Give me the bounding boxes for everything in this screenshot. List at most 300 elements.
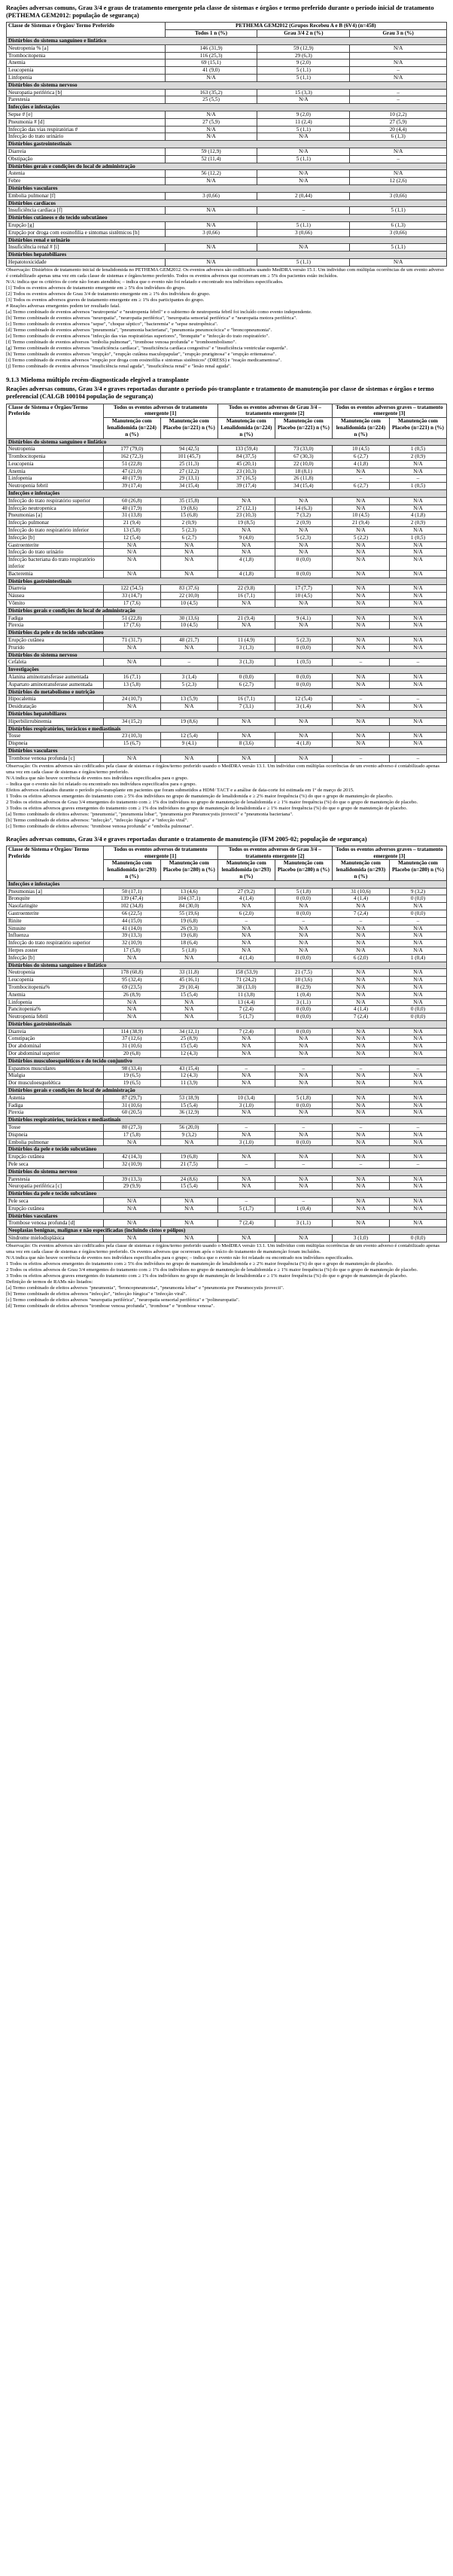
table-group-row (7, 104, 447, 111)
table3 (6, 846, 447, 1242)
value-cell: 0 (0,0) (389, 1006, 446, 1014)
value-cell: 5 (1,7) (217, 1014, 275, 1021)
table3-head-serious: Todos os eventos adversos graves – tratamento emergente [3] (332, 846, 446, 860)
value-cell: 5 (2,3) (160, 681, 217, 688)
value-cell: N/A (275, 903, 332, 910)
value-cell: 0 (0,0) (389, 1014, 446, 1021)
footnote: [b] Termo combinado de efeitos adversos "infecção", "infecção fúngica" e "infecção viral". (6, 1291, 187, 1297)
table-row (7, 903, 447, 910)
value-cell: 12 (4,3) (160, 1072, 217, 1080)
term-cell: Embolia pulmonar [f] (7, 192, 166, 200)
value-cell: N/A (389, 644, 446, 651)
value-cell: 20 (4,4) (350, 126, 447, 133)
value-cell: 17 (5,8) (103, 1131, 160, 1139)
value-cell: N/A (332, 600, 389, 608)
group-label: Distúrbios musculoesqueléticos e do tecido conjuntivo (7, 1057, 447, 1065)
value-cell: 11 (3,9) (160, 1080, 217, 1087)
value-cell: 25 (8,9) (160, 1035, 217, 1043)
value-cell: N/A (275, 1043, 332, 1050)
value-cell: N/A (103, 541, 160, 549)
value-cell: N/A (275, 1175, 332, 1183)
value-cell: 4 (1,8) (332, 460, 389, 468)
value-cell: – (332, 917, 389, 925)
term-cell: Infecção bacteriana do trato respiratório inferior (7, 556, 104, 571)
value-cell: N/A (160, 703, 217, 711)
value-cell: 56 (12,2) (165, 170, 257, 178)
value-cell: 73 (33,0) (275, 446, 332, 453)
value-cell: 4 (1,4) (217, 895, 275, 903)
value-cell: N/A (332, 991, 389, 998)
value-cell: N/A (389, 1131, 446, 1139)
value-cell: N/A (103, 644, 160, 651)
value-cell: 8 (3,6) (217, 740, 275, 748)
value-cell: 22 (10,0) (275, 460, 332, 468)
value-cell: N/A (389, 468, 446, 475)
table-row (7, 133, 447, 141)
table-row (7, 155, 447, 163)
table-row (7, 1094, 447, 1102)
value-cell: N/A (160, 1006, 217, 1014)
table2-subhead: Manutenção com lenalidomida (n=224) n (%) (103, 418, 160, 438)
value-cell: N/A (332, 468, 389, 475)
term-cell: Pancitopenia% (7, 1006, 104, 1014)
value-cell: N/A (389, 505, 446, 512)
table-row (7, 1028, 447, 1035)
value-cell: 15 (6,8) (160, 512, 217, 520)
table-row (7, 1198, 447, 1206)
value-cell: N/A (389, 585, 446, 593)
value-cell: 1 (0,4) (275, 1205, 332, 1212)
table2-subhead: Manutenção com lenalidomida (n=224) n (%) (332, 418, 389, 438)
table-group-row (7, 1146, 447, 1154)
value-cell: N/A (332, 1154, 389, 1161)
table-row (7, 178, 447, 185)
value-cell: 5 (1,1) (257, 74, 350, 81)
term-cell: Infecção do trato respiratório superior (7, 940, 104, 947)
value-cell: N/A (217, 1072, 275, 1080)
table1-head-study: PETHEMA GEM2012 (Grupos Recebeu A e B (6V4) (n=458) (165, 23, 446, 30)
term-cell: Bronquite (7, 895, 104, 903)
table2-subhead: Manutenção com Placebo (n=221) n (%) (389, 418, 446, 438)
value-cell: 27 (12,1) (217, 505, 275, 512)
value-cell: N/A (332, 940, 389, 947)
value-cell: N/A (257, 244, 350, 252)
value-cell: N/A (389, 1139, 446, 1146)
value-cell: N/A (332, 1131, 389, 1139)
value-cell: 2 (0,9) (275, 520, 332, 527)
group-label: Distúrbios da pele e tecido subcutâneo (7, 1146, 447, 1154)
value-cell: 60 (26,8) (103, 497, 160, 505)
term-cell: Sepse # [e] (7, 111, 166, 118)
footnote: [c] Termo combinado de eventos adversos "sepse", "choque séptico", "bacteremia" e "sepse neutropênica". (6, 321, 218, 327)
term-cell: Trombose venosa profunda [c] (7, 755, 104, 762)
value-cell: N/A (389, 1198, 446, 1206)
value-cell: – (389, 917, 446, 925)
footnote: N/A indica que não houve ocorrência de eventos nos indivíduos especificados para o grupo. (6, 775, 189, 781)
term-cell: Febre (7, 178, 166, 185)
value-cell: N/A (160, 556, 217, 571)
term-cell: Linfopenia (7, 998, 104, 1006)
value-cell: N/A (103, 755, 160, 762)
value-cell: N/A (160, 998, 217, 1006)
value-cell: N/A (332, 1183, 389, 1190)
value-cell: – (217, 1124, 275, 1132)
footnote: 1 Todos os efeitos adversos emergentes do tratamento com ≥ 5% dos indivíduos no grupo de manutenção de lenalidomida e ≥ 2% maior frequência (%) do que o grupo de manutenção de placebo. (6, 1261, 394, 1267)
table-row (7, 67, 447, 75)
value-cell: N/A (160, 644, 217, 651)
footnote: [c] Termo combinado de efeitos adversos: "trombose venosa profunda" e "embolia pulmonar". (6, 823, 193, 829)
term-cell: Diarreia (7, 585, 104, 593)
group-label: Distúrbios da pele e do tecido subcutâneo (7, 630, 447, 637)
value-cell: 18 (6,4) (160, 940, 217, 947)
table-group-row (7, 438, 447, 446)
value-cell: N/A (160, 549, 217, 556)
value-cell: N/A (332, 1198, 389, 1206)
term-cell: Pneumonias [a] (7, 512, 104, 520)
value-cell: 27 (5,9) (350, 118, 447, 126)
value-cell: N/A (165, 74, 257, 81)
value-cell: 19 (8,6) (160, 718, 217, 725)
value-cell: N/A (389, 600, 446, 608)
table-group-row (7, 1057, 447, 1065)
value-cell: N/A (350, 59, 447, 67)
value-cell: – (389, 1065, 446, 1072)
table-row (7, 614, 447, 622)
table-row (7, 549, 447, 556)
value-cell: N/A (217, 1154, 275, 1161)
table-row (7, 570, 447, 578)
value-cell: N/A (350, 148, 447, 155)
value-cell: N/A (389, 1072, 446, 1080)
term-cell: Embolia pulmonar (7, 1139, 104, 1146)
value-cell: N/A (103, 1139, 160, 1146)
table-row (7, 520, 447, 527)
value-cell: N/A (389, 1154, 446, 1161)
table-row (7, 954, 447, 962)
table2-notes (6, 764, 447, 830)
value-cell: 0 (0,0) (275, 895, 332, 903)
term-cell: Insuficiência cardíaca [f] (7, 207, 166, 215)
value-cell: 9 (4,1) (275, 614, 332, 622)
footnote: Observação: Os eventos adversos são codificados pela classe de sistemas e órgãos/termo preferido usando o MedDRA versão 13.1. Um indivíduo com múltiplas ocorrências de um evento adverso é contabilizado apenas uma vez em cada classe de sistemas e órgãos/termo preferido. Os eventos adversos que ocorreram após o início do tratamento de manutenção foram incluídos. (6, 1242, 440, 1254)
value-cell: – (275, 1161, 332, 1169)
value-cell: 17 (7,7) (275, 585, 332, 593)
value-cell: 16 (7,1) (103, 674, 160, 681)
group-label: Distúrbios gastrointestinais (7, 141, 447, 148)
group-label: Distúrbios gerais e condições do local de administração (7, 1087, 447, 1095)
value-cell: 3 (0,66) (165, 229, 257, 236)
value-cell: N/A (257, 178, 350, 185)
value-cell: N/A (165, 126, 257, 133)
value-cell: N/A (332, 1205, 389, 1212)
table-row (7, 755, 447, 762)
value-cell: N/A (389, 497, 446, 505)
footnote: [c] Termo combinado de efeitos adversos "neuropatia periférica", "neuropatia sensorial periférica" e "polineuropatia". (6, 1297, 240, 1303)
footnote: [e] Termo combinado de eventos adversos "infecção das vias respiratórias superiores", "bronquite" e "infecção do trato respiratório". (6, 333, 269, 339)
group-label: Distúrbios vasculares (7, 1212, 447, 1220)
value-cell: N/A (332, 1072, 389, 1080)
value-cell: N/A (389, 1205, 446, 1212)
term-cell: Nasofaringite (7, 903, 104, 910)
value-cell: N/A (332, 925, 389, 932)
value-cell: 5 (1,1) (350, 207, 447, 215)
value-cell: N/A (217, 527, 275, 535)
value-cell: N/A (275, 1050, 332, 1058)
value-cell: 25 (11,3) (160, 460, 217, 468)
value-cell: N/A (165, 133, 257, 141)
value-cell: 22 (9,8) (217, 585, 275, 593)
value-cell: 116 (25,3) (165, 52, 257, 59)
value-cell: N/A (332, 637, 389, 645)
value-cell: N/A (389, 932, 446, 940)
table3-subhead: Manutenção com Placebo (n=280) n (%) (160, 860, 217, 880)
value-cell: 59 (12,9) (165, 148, 257, 155)
value-cell: N/A (257, 96, 350, 104)
term-cell: Pele seca (7, 1161, 104, 1169)
table3-body (7, 880, 447, 1242)
footnote: Definição de termos de RAMs não listados: (6, 1279, 93, 1285)
term-cell: Erupção cutânea (7, 637, 104, 645)
value-cell: N/A (257, 133, 350, 141)
value-cell: 6 (2,7) (332, 483, 389, 490)
term-cell: Sinusite (7, 925, 104, 932)
table-group-row (7, 200, 447, 207)
value-cell: 3 (0,66) (350, 229, 447, 236)
value-cell: – (332, 755, 389, 762)
value-cell: 0 (0,0) (275, 674, 332, 681)
value-cell: 51 (22,8) (103, 614, 160, 622)
value-cell: N/A (332, 1043, 389, 1050)
table-row (7, 1175, 447, 1183)
table-row (7, 89, 447, 96)
table-row (7, 1050, 447, 1058)
table-row (7, 475, 447, 483)
term-cell: Trombocitopenia (7, 52, 166, 59)
value-cell: N/A (332, 1080, 389, 1087)
term-cell: Neuropatia periférica [c] (7, 1183, 104, 1190)
value-cell: 1 (0,5) (389, 446, 446, 453)
value-cell: N/A (332, 1028, 389, 1035)
term-cell: Leucopenia (7, 67, 166, 75)
value-cell: 44 (15,0) (103, 917, 160, 925)
term-cell: Linfopenia (7, 475, 104, 483)
table-group-row (7, 81, 447, 89)
value-cell: 7 (2,4) (217, 1220, 275, 1227)
table-group-row (7, 710, 447, 718)
value-cell: 0 (0,0) (275, 1102, 332, 1109)
value-cell: 5 (1,8) (275, 1094, 332, 1102)
term-cell: Alanina aminotransferase aumentada (7, 674, 104, 681)
value-cell: N/A (350, 44, 447, 52)
value-cell: N/A (160, 1198, 217, 1206)
value-cell: 3 (0,66) (165, 192, 257, 200)
footnote: [d] Termo combinado de efeitos adversos "trombose venosa profunda", "trombose" e "trombose venosa". (6, 1303, 215, 1309)
value-cell: 12 (5,4) (160, 733, 217, 740)
term-cell: Infecção do trato respiratório superior (7, 497, 104, 505)
value-cell: 10 (4,5) (332, 446, 389, 453)
term-cell: Neuropatia periférica [b] (7, 89, 166, 96)
group-label: Distúrbios gerais e condições do local de administração (7, 163, 447, 170)
value-cell: N/A (332, 681, 389, 688)
value-cell: N/A (275, 1154, 332, 1161)
value-cell: 122 (54,5) (103, 585, 160, 593)
value-cell: N/A (275, 1235, 332, 1242)
value-cell: – (332, 659, 389, 666)
table-row (7, 983, 447, 991)
value-cell: N/A (275, 932, 332, 940)
value-cell: N/A (332, 733, 389, 740)
value-cell: N/A (332, 614, 389, 622)
value-cell: N/A (103, 1220, 160, 1227)
table2-subhead: Manutenção com Lenalidomida (n=224) n (%) (217, 418, 275, 438)
table-row (7, 170, 447, 178)
term-cell: Fadiga (7, 1102, 104, 1109)
value-cell: 10 (4,5) (160, 600, 217, 608)
term-cell: Pele seca (7, 1198, 104, 1206)
term-cell: Infecção do trato urinário (7, 133, 166, 141)
table1-title: Reações adversas comuns, Grau 3/4 e graus de tratamento emergente pela classe de sistemas e órgãos e termo preferido durante o período inicial de tratamento (PETHEMA GEM2012: população de segurança) (6, 5, 434, 20)
value-cell: N/A (217, 1080, 275, 1087)
value-cell: 2 (0,9) (160, 520, 217, 527)
footnote: 3 Todos os efeitos adversos graves emergentes do tratamento com ≥ 1% dos indivíduos no grupo de manutenção de lenalidomida e ≥ 1% maior frequência (%) do que o grupo de manutenção de placebo. (6, 805, 408, 811)
table-row (7, 258, 447, 266)
value-cell: N/A (217, 1109, 275, 1117)
term-cell: Pirexia (7, 1109, 104, 1117)
table-row (7, 674, 447, 681)
value-cell: N/A (389, 637, 446, 645)
value-cell: N/A (103, 1014, 160, 1021)
value-cell: – (389, 659, 446, 666)
value-cell: 84 (37,5) (217, 453, 275, 461)
footnote: [j] Termo combinado de eventos adversos "insuficiência renal aguda", "insuficiência renal" e "lesão renal aguda". (6, 363, 232, 369)
value-cell: N/A (332, 1109, 389, 1117)
table-row (7, 541, 447, 549)
value-cell: 19 (8,5) (217, 520, 275, 527)
value-cell: – (350, 96, 447, 104)
table-row (7, 998, 447, 1006)
table-group-row (7, 630, 447, 637)
value-cell: 16 (7,1) (217, 696, 275, 703)
value-cell: 11 (3,8) (217, 991, 275, 998)
group-label: Distúrbios do sistema sanguíneo e linfático (7, 962, 447, 969)
value-cell: N/A (389, 740, 446, 748)
value-cell: N/A (217, 541, 275, 549)
value-cell: N/A (275, 1035, 332, 1043)
value-cell: N/A (217, 940, 275, 947)
value-cell (350, 52, 447, 59)
value-cell: 5 (1,8) (160, 947, 217, 954)
table1-head-g3: Grau 3 n (%) (350, 30, 447, 38)
table3-subhead: Manutenção com Placebo (n=280) n (%) (275, 860, 332, 880)
table-row (7, 534, 447, 541)
value-cell: N/A (389, 1043, 446, 1050)
table-row (7, 244, 447, 252)
value-cell: N/A (103, 1205, 160, 1212)
term-cell: Erupção cutânea (7, 1205, 104, 1212)
table-row (7, 460, 447, 468)
value-cell: 3 (0,66) (350, 192, 447, 200)
table-row (7, 1235, 447, 1242)
group-label: Distúrbios da pele e tecido subcutâneo (7, 1190, 447, 1198)
table-row (7, 192, 447, 200)
value-cell: N/A (275, 940, 332, 947)
group-label: Distúrbios gastrointestinais (7, 578, 447, 585)
value-cell: 31 (10,6) (332, 888, 389, 895)
value-cell: – (217, 917, 275, 925)
value-cell: 30 (13,6) (160, 614, 217, 622)
value-cell: 3 (1,1) (275, 998, 332, 1006)
footnote: Observação: Distúrbios de tratamento inicial de lenalidomida no PETHEMA GEM2012. Os eventos adversos são codificados usando MedDRA versão 15.1. Um indivíduo com múltiplas ocorrências de um evento adverso é contabilizado apenas uma vez em cada classe de sistemas e órgãos/termo preferido. Todos os eventos adversos que ocorreram em ≥ 5% dos pacientes estão incluídos. (6, 267, 444, 279)
value-cell: N/A (257, 148, 350, 155)
value-cell: – (389, 1161, 446, 1169)
value-cell: – (389, 475, 446, 483)
value-cell: 12 (2,6) (350, 178, 447, 185)
value-cell: 24 (8,6) (160, 1175, 217, 1183)
value-cell: N/A (275, 1080, 332, 1087)
term-cell: Diarreia (7, 148, 166, 155)
value-cell: – (389, 696, 446, 703)
value-cell: 101 (45,7) (160, 453, 217, 461)
value-cell: – (217, 1161, 275, 1169)
value-cell: N/A (103, 1235, 160, 1242)
value-cell: N/A (332, 541, 389, 549)
value-cell: 11 (2,4) (257, 118, 350, 126)
table-row (7, 740, 447, 748)
value-cell: 31 (13,8) (103, 512, 160, 520)
value-cell: 50 (17,1) (103, 888, 160, 895)
value-cell: N/A (389, 983, 446, 991)
term-cell: Cefaleia (7, 659, 104, 666)
value-cell: N/A (389, 940, 446, 947)
term-cell: Herpes zoster (7, 947, 104, 954)
value-cell: 5 (2,3) (275, 637, 332, 645)
value-cell: – (257, 207, 350, 215)
value-cell: 42 (14,3) (103, 1154, 160, 1161)
value-cell: 15 (5,4) (160, 1102, 217, 1109)
value-cell: 19 (8,6) (160, 505, 217, 512)
value-cell: 13 (5,9) (160, 696, 217, 703)
value-cell: 5 (1,1) (350, 244, 447, 252)
value-cell: N/A (165, 244, 257, 252)
value-cell: 10 (4,5) (160, 622, 217, 630)
table1-notes (6, 267, 447, 370)
table-row (7, 1109, 447, 1117)
value-cell: 43 (15,4) (160, 1065, 217, 1072)
table-group-row (7, 607, 447, 614)
table-row (7, 446, 447, 453)
value-cell: N/A (217, 549, 275, 556)
table3-head-g34: Todos os eventos adversos de Grau 3/4 – tratamento emergente [2] (217, 846, 332, 860)
value-cell: N/A (165, 221, 257, 229)
value-cell: 3 (1,3) (217, 644, 275, 651)
value-cell: N/A (389, 1109, 446, 1117)
term-cell: Vômito (7, 600, 104, 608)
table-row (7, 718, 447, 725)
value-cell: 56 (20,0) (160, 1124, 217, 1132)
value-cell: 10 (2,2) (350, 111, 447, 118)
table-row (7, 585, 447, 593)
value-cell: N/A (332, 622, 389, 630)
value-cell: N/A (160, 954, 217, 962)
value-cell: 67 (30,3) (275, 453, 332, 461)
value-cell: 10 (4,5) (275, 593, 332, 600)
group-label: Infecções e infestações (7, 104, 447, 111)
value-cell: N/A (389, 998, 446, 1006)
value-cell: N/A (165, 207, 257, 215)
group-label: Distúrbios do sistema sanguíneo e linfático (7, 438, 447, 446)
value-cell: – (332, 1065, 389, 1072)
value-cell: 95 (32,4) (103, 977, 160, 984)
